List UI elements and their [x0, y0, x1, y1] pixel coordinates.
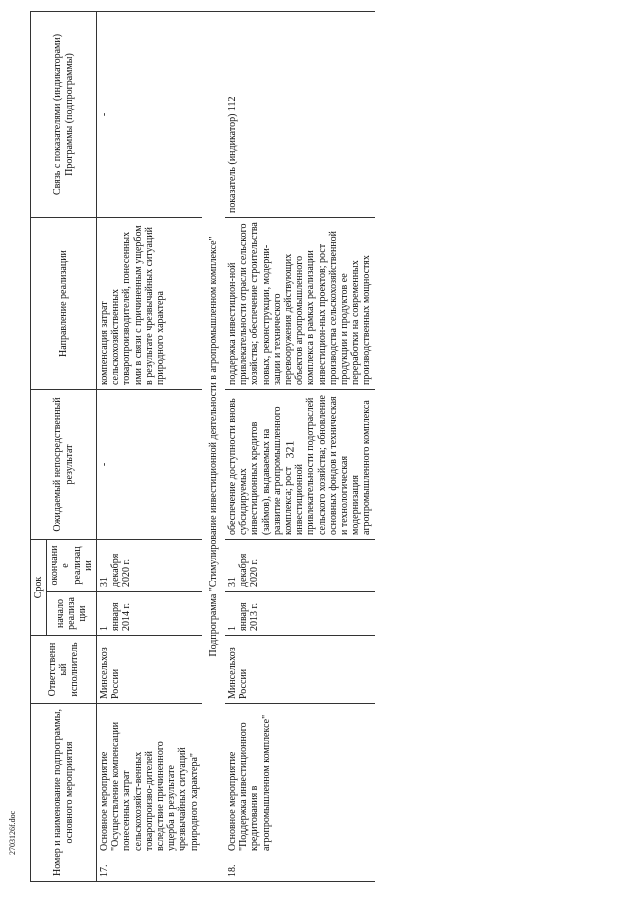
- page-number: 321: [282, 440, 297, 459]
- row-17-expected: -: [97, 390, 202, 540]
- header-direction: Направление реализации: [31, 218, 97, 390]
- row-17-number: 17.: [99, 864, 111, 877]
- header-term: Срок: [31, 540, 47, 636]
- document-code: 2703126f.doc: [8, 810, 17, 855]
- row-18-end: 31 декабря 2020 г.: [225, 540, 375, 592]
- row-18-direction: поддержка инвестицион-ной привлекательности отрасли сельского хозяйства; обеспечение строительства новых, реконструкции, модерни-зации и технического перевооружения действующих объектов агропромышленного комплекса в рамках реализации инвестицион-ных проектов; рост производства сельскохозяйственной продукции и продуктов ее переработки на современных производственных мощностях: [225, 218, 375, 390]
- row-18-name: [225, 704, 375, 882]
- row-18-start: 1 января 2013 г.: [225, 592, 375, 636]
- row-18-expected: обеспечение доступности вновь субсидируемых инвестиционных кредитов (займов), выдаваемых на развитие агропромышленного комплекса; рост инвестиционной привлекательности подотраслей сельского хозяйства; обновление основных фондов и техническая и технологическая модернизация агропромышленного комплекса: [225, 390, 375, 540]
- table-row: [225, 12, 375, 882]
- subprogram-row: [202, 12, 225, 882]
- row-18-responsible: Минсельхоз России: [225, 636, 375, 704]
- row-18-number: 18.: [227, 864, 239, 877]
- row-17-title: Основное мероприятие "Осуществление компенсации понесенных затрат сельскохозяйст-венных товаропроизво-дителей вследствие причиненного ущерба в результате чрезвычайных ситуаций природного характера": [99, 721, 200, 851]
- row-18-title: Основное мероприятие "Поддержка инвестиционного кредитования в агропромышленном комплексе": [227, 714, 272, 851]
- row-17-responsible: Минсельхоз России: [97, 636, 202, 704]
- header-responsible: Ответственный исполнитель: [31, 636, 97, 704]
- row-17-direction: компенсация затрат сельскохозяйственных товаропроизводителей, понесенных ими в связи с причиненным ущербом в результате чрезвычайных ситуаций природного характера: [97, 218, 202, 390]
- row-17-name: [97, 704, 202, 882]
- header-end: окончание реализации: [47, 540, 97, 592]
- row-18-indicator: показатель (индикатор) 112: [225, 12, 375, 218]
- header-start: начало реализации: [47, 592, 97, 636]
- subprogram-title: Подпрограмма "Стимулирование инвестиционной деятельности в агропромышленном комплексе": [202, 12, 225, 882]
- landscape-sheet: [30, 12, 575, 882]
- row-17-end: 31 декабря 2020 г.: [97, 540, 202, 592]
- row-17-indicator: -: [97, 12, 202, 218]
- table-row: [97, 12, 202, 882]
- header-indicator-link: Связь с показателями (индикаторами) Программы (подпрограммы): [31, 12, 97, 218]
- header-expected-result: Ожидаемый непосредственный результат: [31, 390, 97, 540]
- program-table: [30, 11, 375, 882]
- header-number-name: Номер и наименование подпрограммы, основного мероприятия: [31, 704, 97, 882]
- row-17-start: 1 января 2014 г.: [97, 592, 202, 636]
